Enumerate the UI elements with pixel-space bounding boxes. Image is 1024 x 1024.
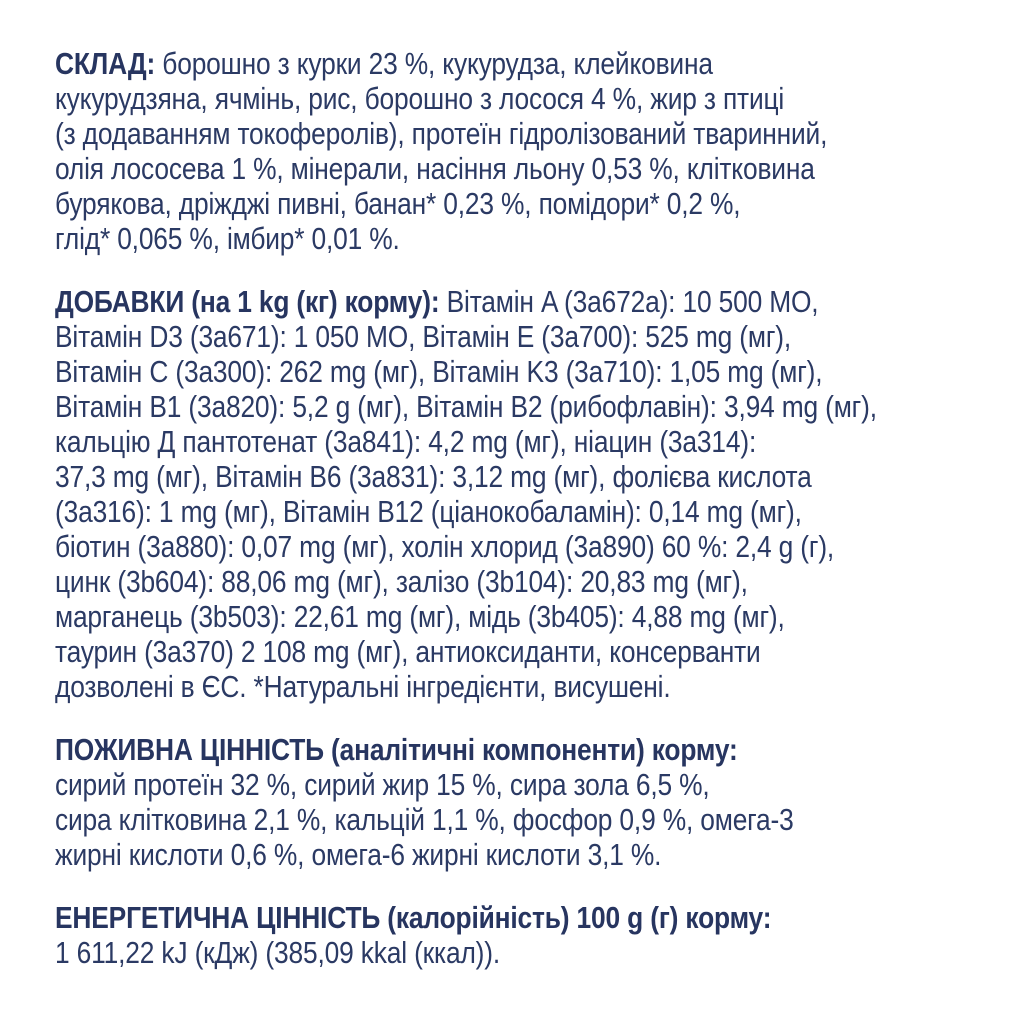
text-run: кальцію Д пантотенат (3a841): 4,2 mg (мг), ніацин (3a314): <box>55 424 757 459</box>
additives-line <box>55 284 853 319</box>
section-heading: СКЛАД: <box>55 46 156 81</box>
composition-line <box>55 186 853 221</box>
energy-line <box>55 900 853 935</box>
additives-line <box>55 389 877 424</box>
text-run: Вітамін D3 (3a671): 1 050 МО, Вітамін E (3a700): 525 mg (мг), <box>55 319 792 354</box>
composition-line <box>55 116 853 151</box>
section-energy <box>55 900 994 970</box>
section-nutrition <box>55 732 994 872</box>
section-heading: ПОЖИВНА ЦІННІСТЬ (аналітичні компоненти) корму: <box>55 732 738 767</box>
nutrition-line <box>55 732 853 767</box>
text-run: Вітамін C (3a300): 262 mg (мг), Вітамін K3 (3a710): 1,05 mg (мг), <box>55 354 823 389</box>
composition-line <box>55 151 853 186</box>
additives-line <box>55 564 853 599</box>
composition-line <box>55 81 853 116</box>
text-run: марганець (3b503): 22,61 mg (мг), мідь (3b405): 4,88 mg (мг), <box>55 599 785 634</box>
text-run: глід* 0,065 %, імбир* 0,01 %. <box>55 221 400 256</box>
text-run: (з додаванням токоферолів), протеїн гідролізований тваринний, <box>55 116 828 151</box>
text-run: Вітамін B1 (3a820): 5,2 g (мг), Вітамін B2 (рибофлавін): 3,94 mg (мг), <box>55 389 877 424</box>
text-run: борошно з курки 23 %, кукурудза, клейковина <box>155 46 713 81</box>
nutrition-line <box>55 837 853 872</box>
additives-line <box>55 319 853 354</box>
text-run: біотин (3a880): 0,07 mg (мг), холін хлорид (3a890) 60 %: 2,4 g (г), <box>55 529 835 564</box>
additives-line <box>55 424 853 459</box>
text-run: (3a316): 1 mg (мг), Вітамін B12 (ціанокобаламін): 0,14 mg (мг), <box>55 494 802 529</box>
text-run: олія лососева 1 %, мінерали, насіння льону 0,53 %, клітковина <box>55 151 815 186</box>
text-run: 37,3 mg (мг), Вітамін B6 (3a831): 3,12 mg (мг), фолієва кислота <box>55 459 812 494</box>
section-heading: ДОБАВКИ (на 1 kg (кг) корму): <box>55 284 440 319</box>
text-run: цинк (3b604): 88,06 mg (мг), залізо (3b104): 20,83 mg (мг), <box>55 564 748 599</box>
text-run: 1 611,22 kJ (кДж) (385,09 kkal (ккал)). <box>55 935 501 970</box>
additives-line <box>55 599 853 634</box>
nutrition-line <box>55 802 853 837</box>
composition-line <box>55 46 853 81</box>
section-composition <box>55 46 994 256</box>
text-run: сира клітковина 2,1 %, кальцій 1,1 %, фосфор 0,9 %, омега-3 <box>55 802 794 837</box>
additives-line <box>55 634 853 669</box>
section-heading: ЕНЕРГЕТИЧНА ЦІННІСТЬ (калорійність) 100 g (г) корму: <box>55 900 772 935</box>
text-run: Вітамін A (3a672a): 10 500 МО, <box>439 284 819 319</box>
text-run: дозволені в ЄС. *Натуральні інгредієнти, висушені. <box>55 669 671 704</box>
additives-line <box>55 459 853 494</box>
additives-line <box>55 529 853 564</box>
energy-line <box>55 935 853 970</box>
additives-line <box>55 354 853 389</box>
text-run: жирні кислоти 0,6 %, омега-6 жирні кислоти 3,1 %. <box>55 837 662 872</box>
nutrition-line <box>55 767 853 802</box>
additives-line <box>55 669 853 704</box>
text-run: таурин (3a370) 2 108 mg (мг), антиоксиданти, консерванти <box>55 634 761 669</box>
text-run: кукурудзяна, ячмінь, рис, борошно з лосося 4 %, жир з птиці <box>55 81 785 116</box>
text-run: бурякова, дріжджі пивні, банан* 0,23 %, помідори* 0,2 %, <box>55 186 741 221</box>
composition-line <box>55 221 853 256</box>
text-run: сирий протеїн 32 %, сирий жир 15 %, сира зола 6,5 %, <box>55 767 710 802</box>
additives-line <box>55 494 853 529</box>
section-additives <box>55 284 994 704</box>
